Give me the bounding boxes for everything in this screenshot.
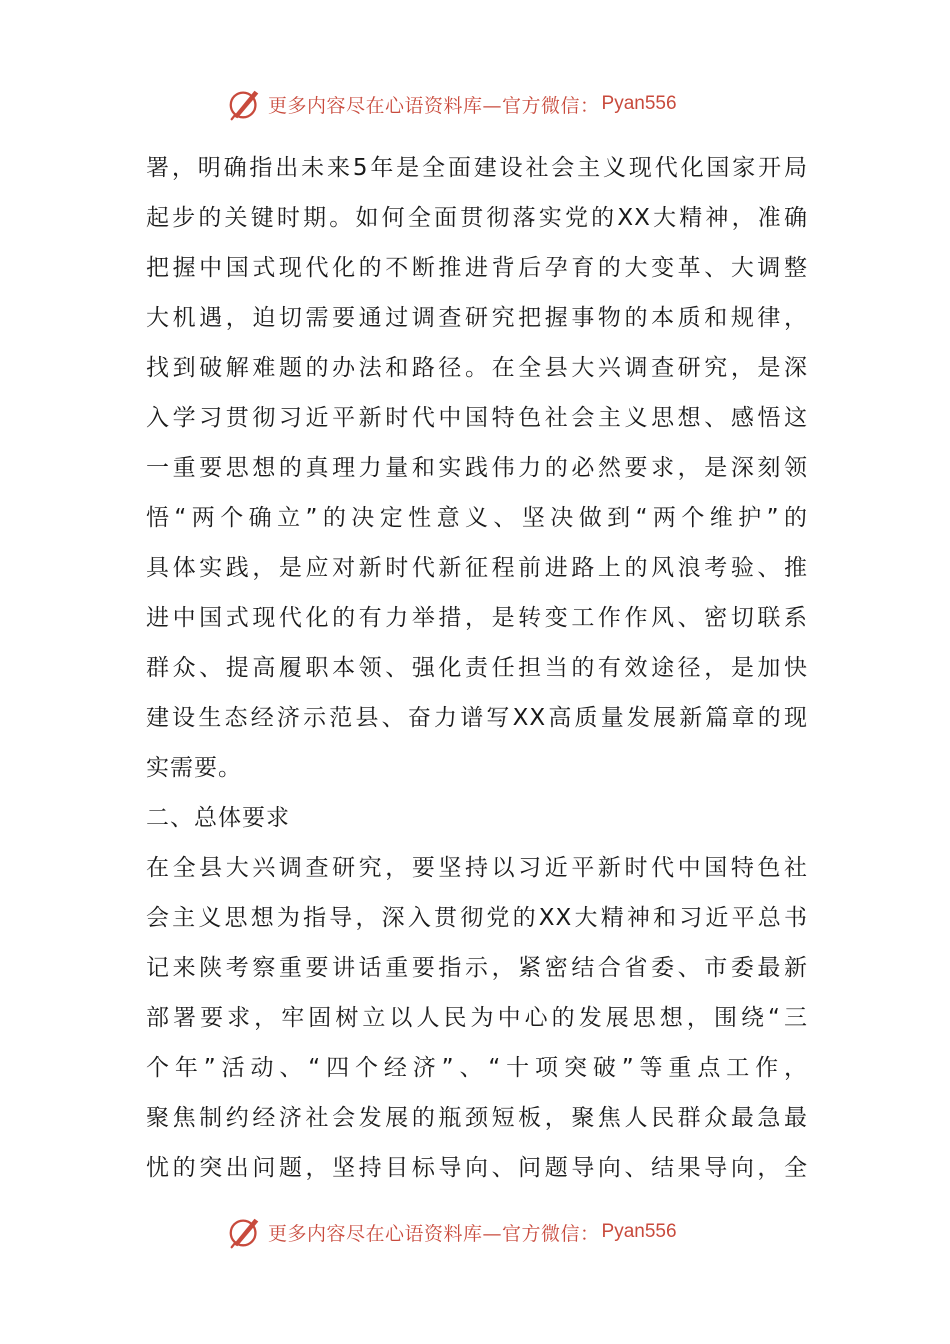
paragraph-line: 实需要。 — [146, 755, 242, 781]
paragraph-line: 在全县大兴调查研究，要坚持以习近平新时代中国特色社 — [146, 855, 808, 881]
header-watermark — [226, 82, 677, 126]
paragraph-line: 忧的突出问题，坚持目标导向、问题导向、结果导向，全 — [146, 1155, 808, 1181]
paragraph-line: 大机遇，迫切需要通过调查研究把握事物的本质和规律， — [146, 305, 808, 331]
paragraph-line: 悟“两个确立”的决定性意义、坚决做到“两个维护”的 — [146, 505, 808, 531]
watermark-wechat-handle: Pyan556 — [601, 1221, 677, 1242]
watermark-tagline: 更多内容尽在心语资料库—官方微信： — [268, 94, 600, 117]
paragraph-line: 进中国式现代化的有力举措，是转变工作作风、密切联系 — [146, 605, 808, 631]
section-heading: 二、总体要求 — [146, 805, 290, 831]
paragraph-line: 入学习贯彻习近平新时代中国特色社会主义思想、感悟这 — [146, 405, 808, 431]
paragraph-line: 找到破解难题的办法和路径。在全县大兴调查研究，是深 — [146, 355, 808, 381]
footer-watermark — [226, 1210, 677, 1254]
quill-logo-icon — [226, 85, 264, 123]
paragraph-line: 署，明确指出未来5年是全面建设社会主义现代化国家开局 — [146, 155, 808, 181]
paragraph-line: 记来陕考察重要讲话重要指示，紧密结合省委、市委最新 — [146, 955, 808, 981]
paragraph-line: 建设生态经济示范县、奋力谱写XX高质量发展新篇章的现 — [146, 705, 808, 731]
paragraph-line: 个年”活动、“四个经济”、“十项突破”等重点工作， — [146, 1055, 808, 1081]
paragraph-line: 具体实践，是应对新时代新征程前进路上的风浪考验、推 — [146, 555, 808, 581]
paragraph-line: 群众、提高履职本领、强化责任担当的有效途径，是加快 — [146, 655, 808, 681]
paragraph-line: 起步的关键时期。如何全面贯彻落实党的XX大精神，准确 — [146, 205, 808, 231]
watermark-wechat-handle: Pyan556 — [601, 93, 677, 114]
paragraph-line: 聚焦制约经济社会发展的瓶颈短板，聚焦人民群众最急最 — [146, 1105, 808, 1131]
document-body — [146, 143, 808, 1193]
watermark-tagline: 更多内容尽在心语资料库—官方微信： — [268, 1222, 600, 1245]
paragraph-line: 一重要思想的真理力量和实践伟力的必然要求，是深刻领 — [146, 455, 808, 481]
paragraph-line: 会主义思想为指导，深入贯彻党的XX大精神和习近平总书 — [146, 905, 808, 931]
quill-logo-icon — [226, 1213, 264, 1251]
paragraph-line: 把握中国式现代化的不断推进背后孕育的大变革、大调整 — [146, 255, 808, 281]
paragraph-line: 部署要求，牢固树立以人民为中心的发展思想，围绕“三 — [146, 1005, 808, 1031]
